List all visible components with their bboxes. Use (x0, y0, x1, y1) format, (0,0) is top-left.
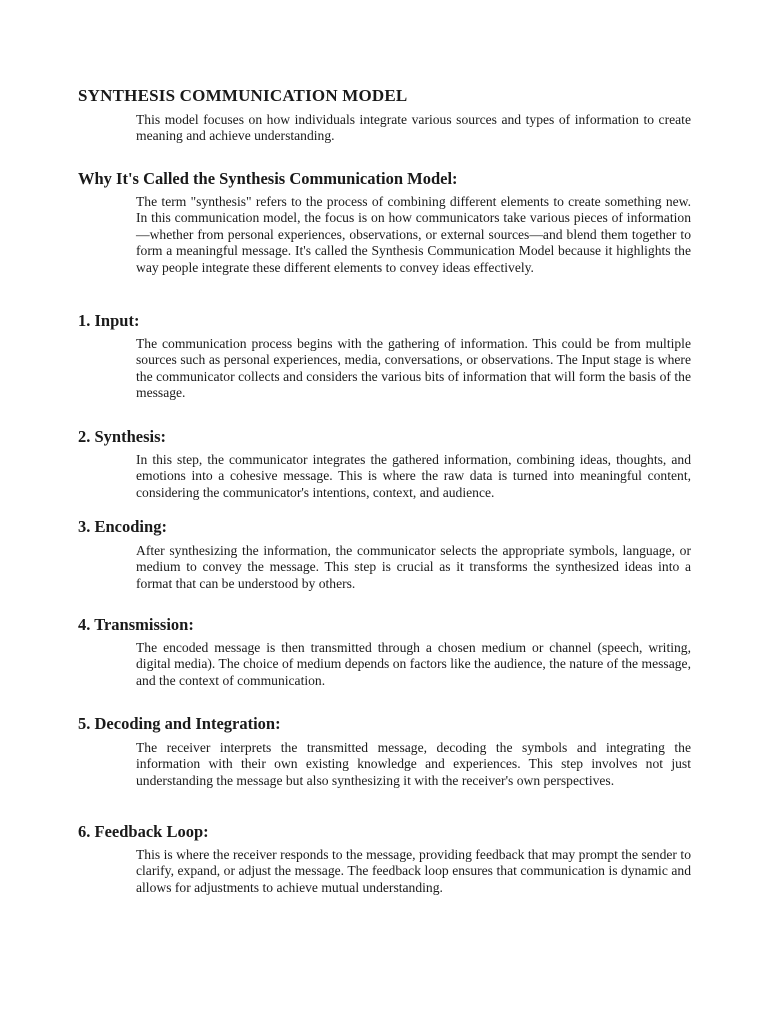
section-body-decoding: The receiver interprets the transmitted message, decoding the symbols and integrating the information with their own existing knowledge and experiences. This step involves not just understanding the message but also synthesizing it with the receiver's own perspectives. (136, 740, 691, 788)
section-heading-synthesis: 2. Synthesis: (78, 427, 167, 446)
section-body-feedback: This is where the receiver responds to the message, providing feedback that may prompt the sender to clarify, expand, or adjust the message. The feedback loop ensures that communication is dynamic and allows for adjustments to achieve mutual understanding. (136, 847, 691, 895)
section-heading-input: 1. Input: (78, 311, 140, 330)
section-body-why: The term "synthesis" refers to the process of combining different elements to create something new. In this communication model, the focus is on how communicators take various pieces of information—whether from personal experiences, observations, or external sources—and blend them together to form a meaningful message. It's called the Synthesis Communication Model because it highlights the way people integrate these different elements to convey ideas effectively. (136, 194, 691, 275)
section-body-input: The communication process begins with the gathering of information. This could be from multiple sources such as personal experiences, media, conversations, or observations. The Input stage is where the communicator collects and considers the various bits of information that will form the basis of the message. (136, 336, 691, 401)
section-heading-decoding: 5. Decoding and Integration: (78, 714, 281, 733)
section-heading-why: Why It's Called the Synthesis Communication Model: (78, 169, 458, 188)
page-title: SYNTHESIS COMMUNICATION MODEL (78, 86, 408, 105)
section-body-encoding: After synthesizing the information, the communicator selects the appropriate symbols, language, or medium to convey the message. This step is crucial as it transforms the synthesized ideas into a format that can be understood by others. (136, 543, 691, 591)
section-body-synthesis: In this step, the communicator integrates the gathered information, combining ideas, thoughts, and emotions into a cohesive message. This is where the raw data is turned into meaningful content, considering the communicator's intentions, context, and audience. (136, 452, 691, 500)
section-body-transmission: The encoded message is then transmitted through a chosen medium or channel (speech, writing, digital media). The choice of medium depends on factors like the audience, the nature of the message, and the context of communication. (136, 640, 691, 688)
section-heading-encoding: 3. Encoding: (78, 517, 167, 536)
intro-paragraph: This model focuses on how individuals integrate various sources and types of information to create meaning and achieve understanding. (136, 112, 691, 144)
section-heading-transmission: 4. Transmission: (78, 615, 194, 634)
section-heading-feedback: 6. Feedback Loop: (78, 822, 209, 841)
